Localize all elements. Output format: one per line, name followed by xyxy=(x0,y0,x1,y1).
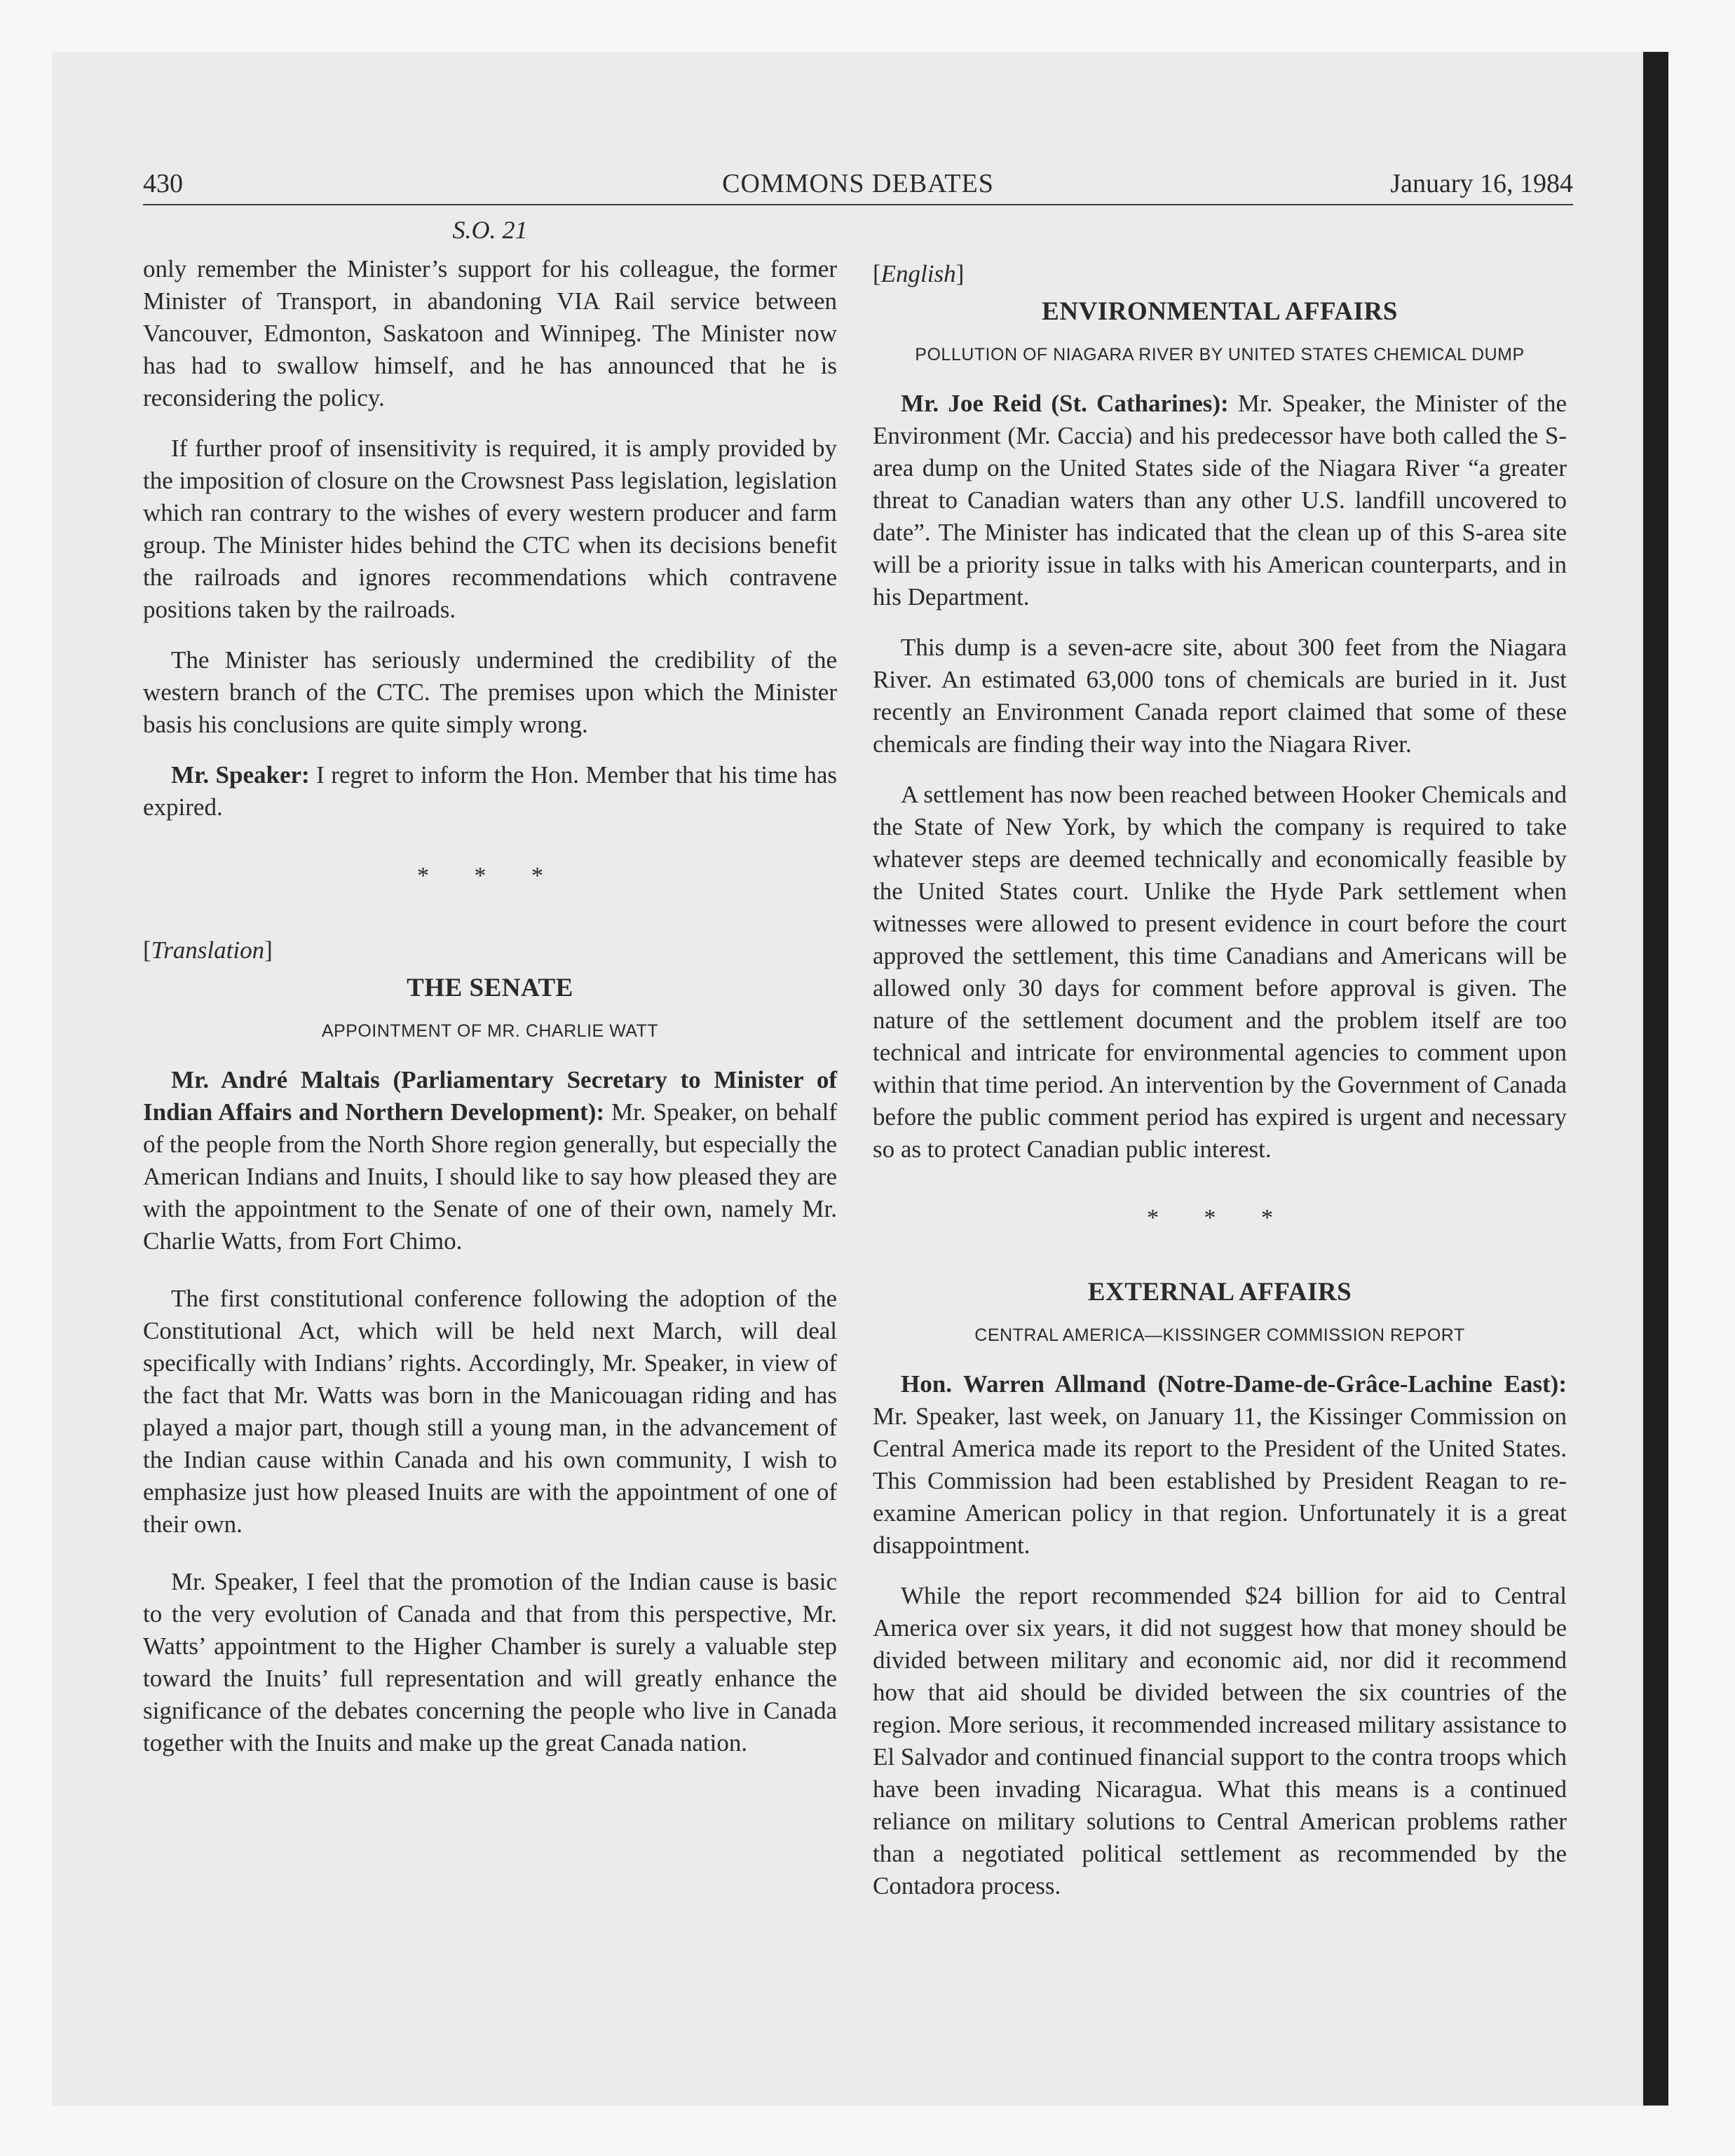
speaker-name: Mr. Joe Reid (St. Catharines): xyxy=(901,390,1229,417)
language-marker: [Translation] xyxy=(143,936,273,964)
language-marker: [English] xyxy=(873,260,965,287)
page-number: 430 xyxy=(143,169,183,198)
standing-order-label: S.O. 21 xyxy=(452,216,528,244)
paragraph: This dump is a seven-acre site, about 300 feet from the Niagara River. An estimated 63,000 tons of chemicals are buried in it. Just recently an Environment Canada report claimed that some of these chemicals are finding their way into the Niagara River. xyxy=(873,634,1567,758)
speaker-name: Mr. Speaker: xyxy=(171,761,310,789)
speech-text: Mr. Speaker, on behalf of the people from the North Shore region generally, but especially the American Indians and Inuits, I should like to say how pleased they are with the appointment to the Senate of one of their own, namely Mr. Charlie Watts, from Fort Chimo. xyxy=(143,1098,837,1255)
header-rule xyxy=(143,204,1573,205)
speech-text: Mr. Speaker, the Minister of the Environment (Mr. Caccia) and his predecessor have both called the S-area dump on the United States side of the Niagara River “a greater threat to Canadian waters than any other U.S. landfill uncovered to date”. The Minister has indicated that the clean up of this S-area site will be a priority issue in talks with his American counterparts, and in his Department. xyxy=(873,390,1567,610)
paragraph xyxy=(143,759,837,824)
section-separator: * * * xyxy=(1147,1205,1293,1231)
section-heading: THE SENATE xyxy=(407,974,573,1002)
right-column xyxy=(873,258,1567,1920)
speech-text: Mr. Speaker, last week, on January 11, the Kissinger Commission on Central America made its report to the President of the United States. This Commission had been established by President Reagan to re-examine American policy in that region. Unfortunately it is a great disappointment. xyxy=(873,1403,1567,1559)
page-date: January 16, 1984 xyxy=(1390,169,1573,198)
scan-edge-shadow xyxy=(1643,52,1668,2106)
section-heading: ENVIRONMENTAL AFFAIRS xyxy=(1042,297,1398,326)
speaker-name: Hon. Warren Allmand (Notre-Dame-de-Grâce-Lachine East): xyxy=(901,1370,1567,1398)
paragraph: only remember the Minister’s support for his colleague, the former Minister of Transport, in abandoning VIA Rail service between Vancouver, Edmonton, Saskatoon and Winnipeg. The Minister now has had to swallow himself, and he has announced that he is reconsidering the policy. xyxy=(143,255,837,411)
section-separator: * * * xyxy=(417,863,563,889)
paragraph: While the report recommended $24 billion for aid to Central America over six years, it did not suggest how that money should be divided between military and economic aid, nor did it recommend how that aid should be divided between the six countries of the region. More serious, it recommended increased military assistance to El Salvador and continued financial support to the contra troops which have been invading Nicaragua. What this means is a continued reliance on military solutions to Central American problems rather than a negotiated political settlement as recommended by the Contadora process. xyxy=(873,1582,1567,1899)
paragraph: The Minister has seriously undermined the credibility of the western branch of the CTC. The premises upon which the Minister basis his conclusions are quite simply wrong. xyxy=(143,646,837,738)
paragraph xyxy=(143,1064,837,1257)
page-header xyxy=(143,168,1573,205)
paragraph: If further proof of insensitivity is required, it is amply provided by the imposition of closure on the Crowsnest Pass legislation, legislation which ran contrary to the wishes of every western producer and farm group. The Minister hides behind the CTC when its decisions benefit the railroads and ignores recommendations which contravene positions taken by the railroads. xyxy=(143,435,837,623)
speech-text: I regret to inform the Hon. Member that his time has expired. xyxy=(143,761,837,821)
section-subheading: APPOINTMENT OF MR. CHARLIE WATT xyxy=(321,1021,659,1041)
left-column xyxy=(143,214,837,1778)
paragraph xyxy=(873,388,1567,613)
paragraph: Mr. Speaker, I feel that the promotion of the Indian cause is basic to the very evolution of Canada and that from this perspective, Mr. Watts’ appointment to the Higher Chamber is surely a valuable step toward the Inuits’ full representation and will greatly enhance the significance of the debates concerning the people who live in Canada together with the Inuits and make up the great Canada nation. xyxy=(143,1568,837,1756)
paragraph: A settlement has now been reached between Hooker Chemicals and the State of New York, by which the company is required to take whatever steps are deemed technically and economically feasible by the United States court. Unlike the Hyde Park settlement when witnesses were allowed to present evidence in court before the court approved the settlement, this time Canadians and Americans will be allowed only 30 days for comment before approval is given. The nature of the settlement document and the problem itself are too technical and intricate for environmental agencies to comment upon within that time period. An intervention by the Government of Canada before the public comment period has expired is urgent and necessary so as to protect Canadian public interest. xyxy=(873,781,1567,1163)
journal-title: COMMONS DEBATES xyxy=(722,169,994,198)
section-heading: EXTERNAL AFFAIRS xyxy=(1087,1278,1352,1306)
speaker-name: Mr. André Maltais (Parliamentary Secretary to Minister of Indian Affairs and Northern Development): xyxy=(143,1066,837,1126)
section-subheading: POLLUTION OF NIAGARA RIVER BY UNITED STATES CHEMICAL DUMP xyxy=(915,345,1525,364)
paragraph: The first constitutional conference following the adoption of the Constitutional Act, which will be held next March, will deal specifically with Indians’ rights. Accordingly, Mr. Speaker, in view of the fact that Mr. Watts was born in the Manicouagan riding and has played a major part, though still a young man, in the advancement of the Indian cause within Canada and his own community, I wish to emphasize just how pleased Inuits are with the appointment of one of their own. xyxy=(143,1285,837,1538)
paragraph xyxy=(873,1368,1567,1562)
section-subheading: CENTRAL AMERICA—KISSINGER COMMISSION REPORT xyxy=(974,1325,1465,1345)
